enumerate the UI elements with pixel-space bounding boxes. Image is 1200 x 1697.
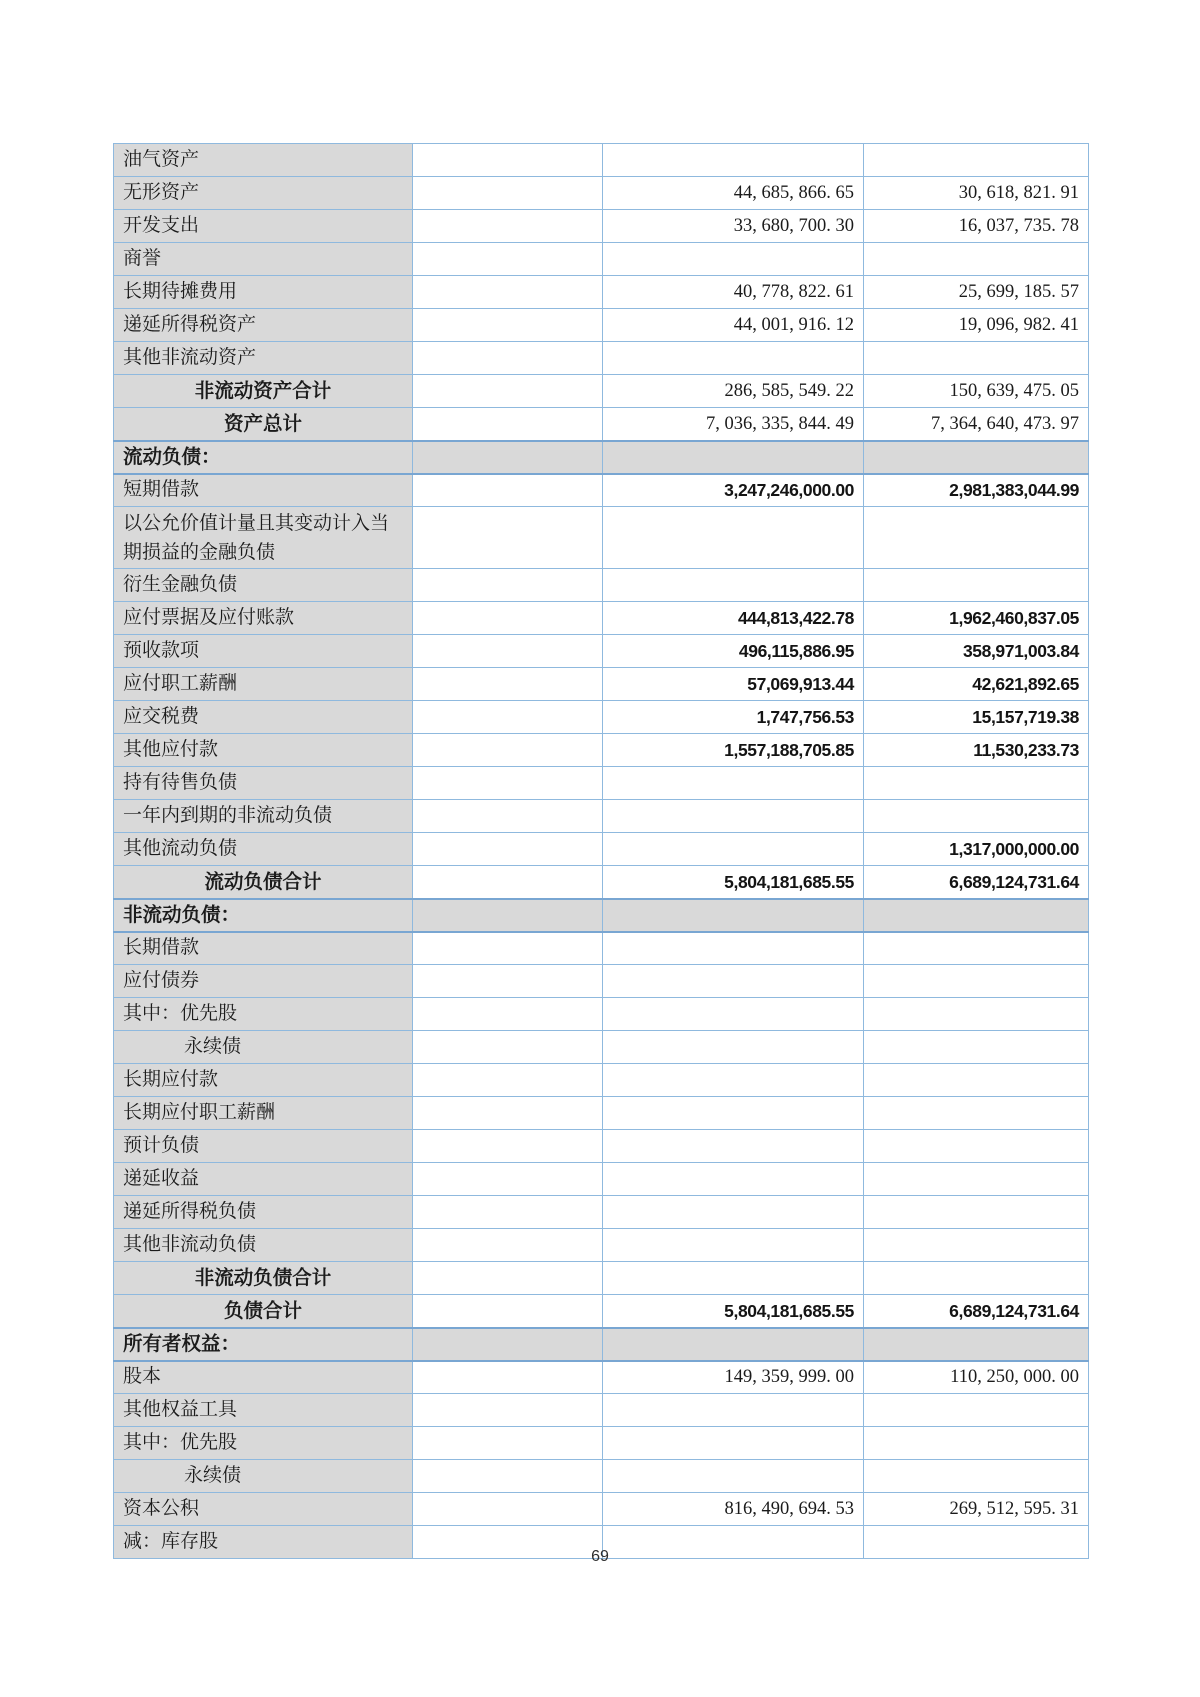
table-row [114, 474, 1089, 507]
item-label-cell: 其他应付款 [114, 734, 413, 767]
opening-balance-cell [864, 1130, 1089, 1163]
item-label-cell: 油气资产 [114, 144, 413, 177]
item-label-cell: 其他非流动负债 [114, 1229, 413, 1262]
table-row [114, 309, 1089, 342]
note-cell [413, 569, 603, 602]
opening-balance-cell [864, 1328, 1089, 1361]
item-label-cell: 负债合计 [114, 1295, 413, 1328]
item-label-cell: 资本公积 [114, 1493, 413, 1526]
table-row [114, 276, 1089, 309]
item-label-cell: 以公允价值计量且其变动计入当期损益的金融负债 [114, 507, 413, 569]
note-cell [413, 1229, 603, 1262]
opening-balance-cell: 1,962,460,837.05 [864, 602, 1089, 635]
item-label-cell: 流动负债合计 [114, 866, 413, 899]
closing-balance-cell: 33, 680, 700. 30 [603, 210, 864, 243]
closing-balance-cell: 444,813,422.78 [603, 602, 864, 635]
table-row [114, 1064, 1089, 1097]
opening-balance-cell: 6,689,124,731.64 [864, 866, 1089, 899]
table-row [114, 1130, 1089, 1163]
table-row [114, 1361, 1089, 1394]
opening-balance-cell [864, 767, 1089, 800]
item-label-cell: 应付职工薪酬 [114, 668, 413, 701]
table-row [114, 668, 1089, 701]
closing-balance-cell [603, 1229, 864, 1262]
note-cell [413, 507, 603, 569]
note-cell [413, 1064, 603, 1097]
closing-balance-cell [603, 965, 864, 998]
closing-balance-cell: 816, 490, 694. 53 [603, 1493, 864, 1526]
note-cell [413, 767, 603, 800]
table-row [114, 602, 1089, 635]
closing-balance-cell [603, 441, 864, 474]
closing-balance-cell [603, 569, 864, 602]
note-cell [413, 474, 603, 507]
closing-balance-cell [603, 1031, 864, 1064]
note-cell [413, 1460, 603, 1493]
opening-balance-cell [864, 1031, 1089, 1064]
note-cell [413, 1493, 603, 1526]
table-row [114, 441, 1089, 474]
item-label-cell: 长期应付职工薪酬 [114, 1097, 413, 1130]
item-label-cell: 股本 [114, 1361, 413, 1394]
note-cell [413, 210, 603, 243]
opening-balance-cell [864, 965, 1089, 998]
note-cell [413, 833, 603, 866]
item-label-cell: 永续债 [114, 1031, 413, 1064]
closing-balance-cell [603, 1130, 864, 1163]
item-label-cell: 短期借款 [114, 474, 413, 507]
opening-balance-cell [864, 899, 1089, 932]
opening-balance-cell: 150, 639, 475. 05 [864, 375, 1089, 408]
closing-balance-cell [603, 1460, 864, 1493]
note-cell [413, 635, 603, 668]
balance-sheet-table [113, 143, 1089, 1559]
opening-balance-cell [864, 144, 1089, 177]
note-cell [413, 243, 603, 276]
item-label-cell: 其中：优先股 [114, 1427, 413, 1460]
closing-balance-cell [603, 243, 864, 276]
table-row [114, 1196, 1089, 1229]
closing-balance-cell: 496,115,886.95 [603, 635, 864, 668]
opening-balance-cell: 42,621,892.65 [864, 668, 1089, 701]
closing-balance-cell [603, 1064, 864, 1097]
table-row [114, 1493, 1089, 1526]
closing-balance-cell: 1,557,188,705.85 [603, 734, 864, 767]
table-row [114, 734, 1089, 767]
table-row [114, 1229, 1089, 1262]
note-cell [413, 309, 603, 342]
opening-balance-cell [864, 441, 1089, 474]
closing-balance-cell [603, 1196, 864, 1229]
item-label-cell: 预计负债 [114, 1130, 413, 1163]
opening-balance-cell: 1,317,000,000.00 [864, 833, 1089, 866]
closing-balance-cell [603, 507, 864, 569]
note-cell [413, 1130, 603, 1163]
item-label-cell: 其他流动负债 [114, 833, 413, 866]
closing-balance-cell: 7, 036, 335, 844. 49 [603, 408, 864, 441]
opening-balance-cell [864, 1394, 1089, 1427]
opening-balance-cell [864, 1064, 1089, 1097]
item-label-cell: 递延所得税资产 [114, 309, 413, 342]
item-label-cell: 无形资产 [114, 177, 413, 210]
opening-balance-cell: 15,157,719.38 [864, 701, 1089, 734]
opening-balance-cell: 11,530,233.73 [864, 734, 1089, 767]
table-row [114, 998, 1089, 1031]
closing-balance-cell [603, 800, 864, 833]
opening-balance-cell: 7, 364, 640, 473. 97 [864, 408, 1089, 441]
item-label-cell: 其中：优先股 [114, 998, 413, 1031]
table-row [114, 1031, 1089, 1064]
table-row [114, 1394, 1089, 1427]
note-cell [413, 734, 603, 767]
opening-balance-cell [864, 1460, 1089, 1493]
item-label-cell: 长期待摊费用 [114, 276, 413, 309]
opening-balance-cell [864, 800, 1089, 833]
note-cell [413, 1427, 603, 1460]
note-cell [413, 1097, 603, 1130]
note-cell [413, 1031, 603, 1064]
note-cell [413, 1328, 603, 1361]
table-row [114, 1460, 1089, 1493]
table-row [114, 144, 1089, 177]
table-row [114, 408, 1089, 441]
item-label-cell: 其他权益工具 [114, 1394, 413, 1427]
note-cell [413, 701, 603, 734]
table-row [114, 375, 1089, 408]
opening-balance-cell [864, 342, 1089, 375]
opening-balance-cell: 269, 512, 595. 31 [864, 1493, 1089, 1526]
note-cell [413, 1394, 603, 1427]
opening-balance-cell: 6,689,124,731.64 [864, 1295, 1089, 1328]
opening-balance-cell: 2,981,383,044.99 [864, 474, 1089, 507]
item-label-cell: 永续债 [114, 1460, 413, 1493]
table-row [114, 210, 1089, 243]
note-cell [413, 1163, 603, 1196]
opening-balance-cell: 358,971,003.84 [864, 635, 1089, 668]
closing-balance-cell [603, 1427, 864, 1460]
note-cell [413, 1295, 603, 1328]
item-label-cell: 持有待售负债 [114, 767, 413, 800]
opening-balance-cell [864, 507, 1089, 569]
item-label-cell: 一年内到期的非流动负债 [114, 800, 413, 833]
table-row [114, 507, 1089, 569]
note-cell [413, 899, 603, 932]
note-cell [413, 375, 603, 408]
item-label-cell: 递延收益 [114, 1163, 413, 1196]
opening-balance-cell [864, 998, 1089, 1031]
note-cell [413, 144, 603, 177]
item-label-cell: 非流动负债： [114, 899, 413, 932]
opening-balance-cell [864, 1097, 1089, 1130]
opening-balance-cell [864, 1229, 1089, 1262]
opening-balance-cell: 19, 096, 982. 41 [864, 309, 1089, 342]
closing-balance-cell: 40, 778, 822. 61 [603, 276, 864, 309]
table-row [114, 1262, 1089, 1295]
closing-balance-cell [603, 1328, 864, 1361]
opening-balance-cell: 25, 699, 185. 57 [864, 276, 1089, 309]
item-label-cell: 应付债券 [114, 965, 413, 998]
table-row [114, 1097, 1089, 1130]
opening-balance-cell [864, 243, 1089, 276]
table-row [114, 965, 1089, 998]
item-label-cell: 开发支出 [114, 210, 413, 243]
table-row [114, 635, 1089, 668]
table-row [114, 701, 1089, 734]
opening-balance-cell [864, 1427, 1089, 1460]
balance-sheet [113, 143, 1089, 1559]
item-label-cell: 流动负债： [114, 441, 413, 474]
table-row [114, 569, 1089, 602]
opening-balance-cell: 16, 037, 735. 78 [864, 210, 1089, 243]
table-row [114, 833, 1089, 866]
table-row [114, 1163, 1089, 1196]
closing-balance-cell [603, 767, 864, 800]
opening-balance-cell [864, 1262, 1089, 1295]
closing-balance-cell [603, 1262, 864, 1295]
item-label-cell: 应付票据及应付账款 [114, 602, 413, 635]
item-label-cell: 其他非流动资产 [114, 342, 413, 375]
note-cell [413, 441, 603, 474]
closing-balance-cell [603, 144, 864, 177]
opening-balance-cell [864, 932, 1089, 965]
item-label-cell: 长期应付款 [114, 1064, 413, 1097]
opening-balance-cell: 30, 618, 821. 91 [864, 177, 1089, 210]
item-label-cell: 非流动资产合计 [114, 375, 413, 408]
table-row [114, 866, 1089, 899]
opening-balance-cell [864, 569, 1089, 602]
note-cell [413, 1196, 603, 1229]
note-cell [413, 1361, 603, 1394]
item-label-cell: 所有者权益： [114, 1328, 413, 1361]
closing-balance-cell [603, 932, 864, 965]
closing-balance-cell: 5,804,181,685.55 [603, 1295, 864, 1328]
closing-balance-cell: 5,804,181,685.55 [603, 866, 864, 899]
note-cell [413, 668, 603, 701]
closing-balance-cell [603, 1394, 864, 1427]
item-label-cell: 长期借款 [114, 932, 413, 965]
closing-balance-cell: 149, 359, 999. 00 [603, 1361, 864, 1394]
table-row [114, 800, 1089, 833]
closing-balance-cell [603, 998, 864, 1031]
note-cell [413, 177, 603, 210]
table-row [114, 767, 1089, 800]
closing-balance-cell [603, 342, 864, 375]
table-row [114, 177, 1089, 210]
note-cell [413, 276, 603, 309]
note-cell [413, 866, 603, 899]
closing-balance-cell: 3,247,246,000.00 [603, 474, 864, 507]
table-row [114, 243, 1089, 276]
note-cell [413, 932, 603, 965]
item-label-cell: 衍生金融负债 [114, 569, 413, 602]
closing-balance-cell [603, 833, 864, 866]
note-cell [413, 342, 603, 375]
item-label-cell: 资产总计 [114, 408, 413, 441]
opening-balance-cell [864, 1163, 1089, 1196]
closing-balance-cell: 44, 001, 916. 12 [603, 309, 864, 342]
opening-balance-cell: 110, 250, 000. 00 [864, 1361, 1089, 1394]
opening-balance-cell [864, 1196, 1089, 1229]
note-cell [413, 602, 603, 635]
note-cell [413, 998, 603, 1031]
table-row [114, 1427, 1089, 1460]
item-label-cell: 应交税费 [114, 701, 413, 734]
closing-balance-cell: 44, 685, 866. 65 [603, 177, 864, 210]
note-cell [413, 408, 603, 441]
table-row [114, 932, 1089, 965]
closing-balance-cell [603, 1097, 864, 1130]
table-row [114, 1295, 1089, 1328]
closing-balance-cell [603, 1163, 864, 1196]
table-row [114, 1328, 1089, 1361]
item-label-cell: 递延所得税负债 [114, 1196, 413, 1229]
item-label-cell: 预收款项 [114, 635, 413, 668]
item-label-cell: 减：库存股 [114, 1526, 413, 1559]
table-row [114, 342, 1089, 375]
closing-balance-cell: 57,069,913.44 [603, 668, 864, 701]
item-label-cell: 商誉 [114, 243, 413, 276]
closing-balance-cell [603, 899, 864, 932]
item-label-cell: 非流动负债合计 [114, 1262, 413, 1295]
closing-balance-cell: 1,747,756.53 [603, 701, 864, 734]
table-row [114, 899, 1089, 932]
note-cell [413, 965, 603, 998]
page-number: 69 [591, 1548, 609, 1565]
note-cell [413, 800, 603, 833]
closing-balance-cell: 286, 585, 549. 22 [603, 375, 864, 408]
note-cell [413, 1262, 603, 1295]
